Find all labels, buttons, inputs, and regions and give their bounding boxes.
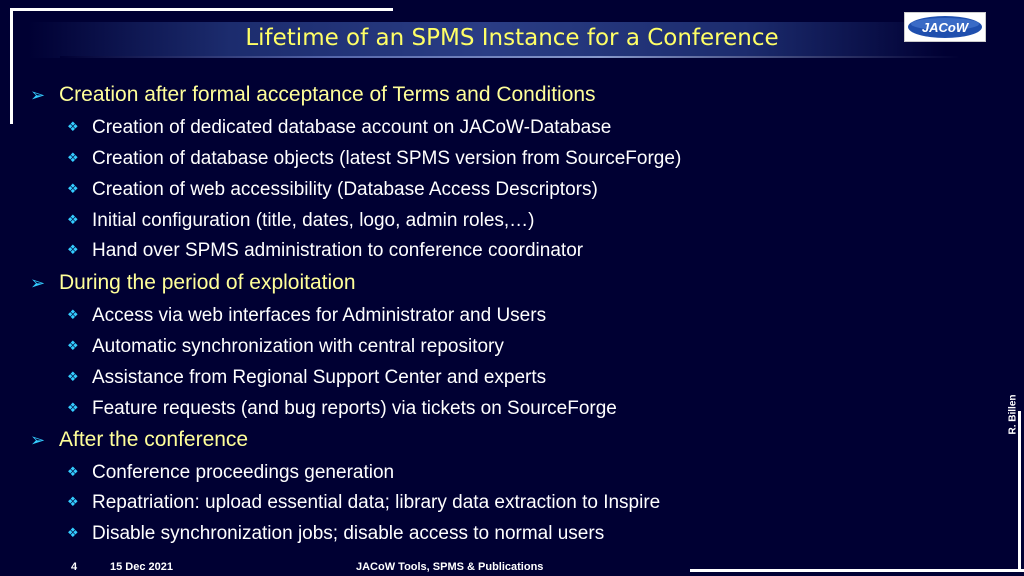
list-item: ❖ Assistance from Regional Support Center and experts [67,367,547,388]
section-heading: ➢ After the conference [30,428,249,451]
slide-title: Lifetime of an SPMS Instance for a Conference [245,25,779,51]
list-item: ❖ Repatriation: upload essential data; library data extraction to Inspire [67,492,661,513]
arrow-bullet-icon: ➢ [30,430,46,450]
list-item: ❖ Conference proceedings generation [67,462,395,483]
list-item: ❖ Hand over SPMS administration to conference coordinator [67,240,584,261]
diamond-bullet-icon: ❖ [67,212,79,227]
list-item: ❖ Automatic synchronization with central repository [67,336,504,357]
footer-title: JACoW Tools, SPMS & Publications [356,561,544,573]
diamond-bullet-icon: ❖ [67,464,79,479]
list-item: ❖ Creation of web accessibility (Database Access Descriptors) [67,179,598,200]
list-item: ❖ Initial configuration (title, dates, logo, admin roles,…) [67,210,535,231]
arrow-bullet-icon: ➢ [30,85,46,105]
diamond-bullet-icon: ❖ [67,494,79,509]
diamond-bullet-icon: ❖ [67,307,79,322]
diamond-bullet-icon: ❖ [67,181,79,196]
section-heading: ➢ During the period of exploitation [30,271,356,294]
author-label: R. Billen [1007,394,1019,435]
list-item: ❖ Disable synchronization jobs; disable access to normal users [67,523,605,544]
arrow-bullet-icon: ➢ [30,273,46,293]
diamond-bullet-icon: ❖ [67,400,79,415]
diamond-bullet-icon: ❖ [67,525,79,540]
list-item: ❖ Feature requests (and bug reports) via tickets on SourceForge [67,398,617,419]
diamond-bullet-icon: ❖ [67,150,79,165]
list-item: ❖ Access via web interfaces for Administrator and Users [67,305,547,326]
logo-text: JACoW [921,20,969,35]
list-item: ❖ Creation of database objects (latest SPMS version from SourceForge) [67,148,682,169]
diamond-bullet-icon: ❖ [67,369,79,384]
page-number: 4 [71,561,78,573]
diamond-bullet-icon: ❖ [67,338,79,353]
list-item: ❖ Creation of dedicated database account on JACoW-Database [67,117,612,138]
diamond-bullet-icon: ❖ [67,119,79,134]
diamond-bullet-icon: ❖ [67,242,79,257]
section-heading: ➢ Creation after formal acceptance of Terms and Conditions [30,83,596,106]
footer-date: 15 Dec 2021 [110,561,173,573]
